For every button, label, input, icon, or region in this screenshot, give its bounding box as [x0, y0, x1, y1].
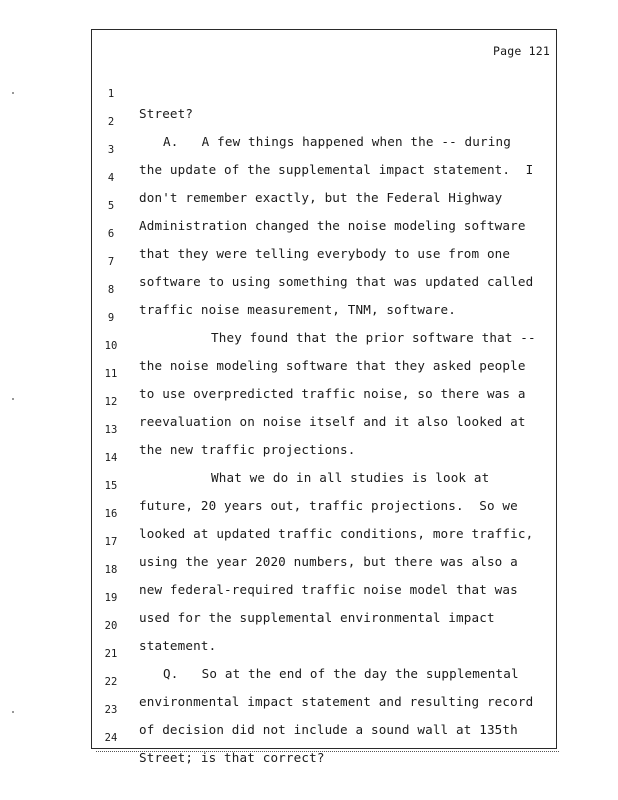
line-text: Administration changed the noise modeling software	[139, 218, 526, 233]
line-number: 11	[104, 368, 118, 380]
line-text: Street; is that correct?	[139, 750, 325, 765]
line-number: 23	[104, 704, 118, 716]
line-number: 20	[104, 620, 118, 632]
line-number: 15	[104, 480, 118, 492]
line-text: the new traffic projections.	[139, 442, 356, 457]
line-text: don't remember exactly, but the Federal Highway	[139, 190, 503, 205]
line-text: Q. So at the end of the day the supplemental	[163, 666, 519, 681]
line-text: the noise modeling software that they asked people	[139, 358, 526, 373]
line-number: 3	[107, 144, 115, 156]
line-text: traffic noise measurement, TNM, software.	[139, 302, 457, 317]
line-text: used for the supplemental environmental impact	[139, 610, 495, 625]
line-number: 17	[104, 536, 118, 548]
line-text: of decision did not include a sound wall at 135th	[139, 722, 518, 737]
scan-speck	[12, 711, 14, 713]
line-number: 19	[104, 592, 118, 604]
line-text: reevaluation on noise itself and it also looked at	[139, 414, 526, 429]
line-number: 5	[107, 200, 115, 212]
line-number: 12	[104, 396, 118, 408]
scan-speck	[12, 92, 14, 94]
line-text: software to using something that was updated called	[139, 274, 534, 289]
line-text: looked at updated traffic conditions, more traffic,	[139, 526, 534, 541]
line-number: 24	[104, 732, 118, 744]
line-number: 7	[107, 256, 115, 268]
page-number: Page 121	[493, 44, 550, 58]
line-text: A. A few things happened when the -- during	[163, 134, 511, 149]
line-number: 2	[107, 116, 115, 128]
line-text: What we do in all studies is look at	[211, 470, 490, 485]
line-number: 1	[107, 88, 115, 100]
line-number: 22	[104, 676, 118, 688]
line-number: 18	[104, 564, 118, 576]
line-number: 8	[107, 284, 115, 296]
line-text: the update of the supplemental impact statement. I	[139, 162, 534, 177]
line-text: that they were telling everybody to use from one	[139, 246, 511, 261]
line-number: 16	[104, 508, 118, 520]
line-number: 13	[104, 424, 118, 436]
transcript-page	[91, 29, 557, 765]
line-number: 4	[107, 172, 115, 184]
line-text: environmental impact statement and resulting record	[139, 694, 534, 709]
line-text: using the year 2020 numbers, but there was also a	[139, 554, 518, 569]
line-text: They found that the prior software that --	[211, 330, 536, 345]
line-text: future, 20 years out, traffic projections. So we	[139, 498, 518, 513]
line-text: statement.	[139, 638, 217, 653]
line-text: Street?	[139, 106, 194, 121]
scan-speck	[12, 398, 14, 400]
line-number: 9	[107, 312, 115, 324]
line-number: 10	[104, 340, 118, 352]
line-text: new federal-required traffic noise model that was	[139, 582, 518, 597]
line-text: to use overpredicted traffic noise, so there was a	[139, 386, 526, 401]
transcript-line	[92, 64, 558, 121]
line-number: 21	[104, 648, 118, 660]
line-number: 14	[104, 452, 118, 464]
line-number: 6	[107, 228, 115, 240]
